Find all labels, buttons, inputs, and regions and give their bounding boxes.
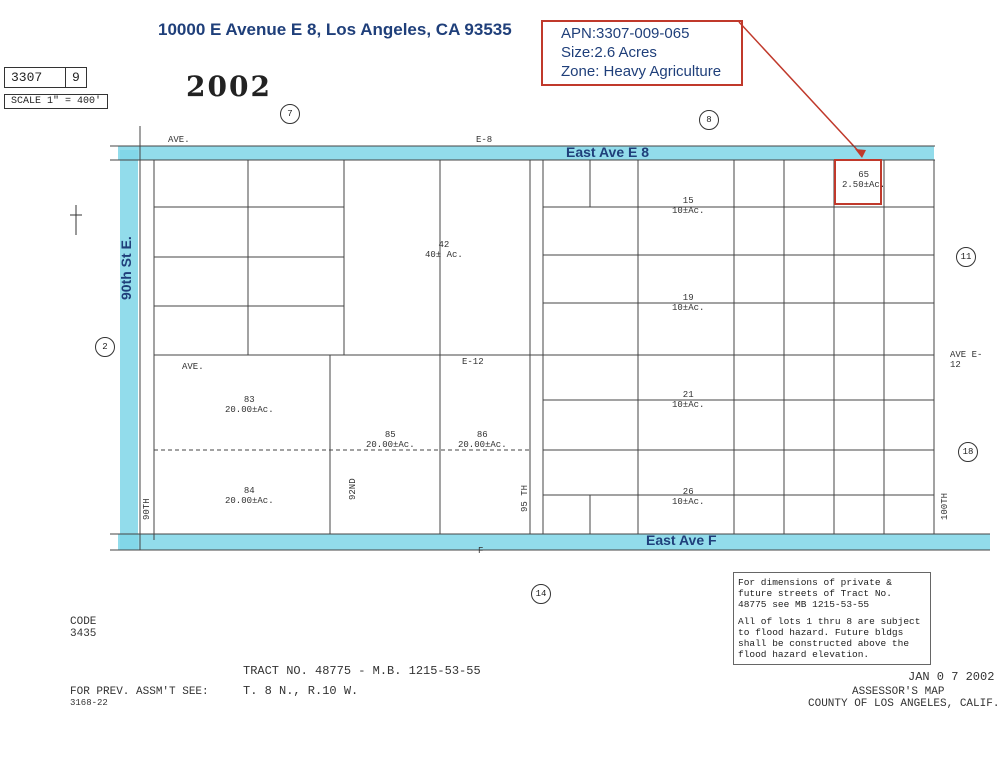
county-label: COUNTY OF LOS ANGELES, CALIF. [808, 698, 1000, 710]
circle-number: 2 [95, 337, 115, 357]
code-value: 3435 [70, 628, 97, 640]
assessor-label: ASSESSOR'S MAP [852, 686, 945, 698]
north-arrow [70, 205, 82, 235]
parcel-84: 84 20.00±Ac. [225, 486, 274, 506]
scale-label: SCALE 1" = 400' [4, 94, 108, 109]
map-year: 2002 [186, 70, 272, 103]
parcel-86: 86 20.00±Ac. [458, 430, 507, 450]
code-label: CODE [70, 616, 97, 628]
label-100th: 100TH [940, 492, 950, 520]
pointer-line [739, 22, 862, 155]
label-f: F [478, 546, 484, 556]
highlight-ave-e8 [118, 146, 934, 160]
page-number: 9 [72, 70, 80, 85]
road-label-ave-f: East Ave F [646, 532, 717, 548]
label-ave-e12: AVE E-12 [950, 350, 983, 370]
highlight-ave-f [118, 534, 990, 550]
label-92nd: 92ND [348, 478, 358, 500]
circle-number: 14 [531, 584, 551, 604]
apn-label: APN:3307-009-065 [561, 25, 690, 42]
notes-box [733, 572, 931, 665]
parcel-65: 65 2.50±Ac. [842, 170, 886, 190]
parcel-15: 15 10±Ac. [672, 196, 705, 216]
parcel-85: 85 20.00±Ac. [366, 430, 415, 450]
circle-number: 18 [958, 442, 978, 462]
road-label-90th: 90th St E. [118, 236, 134, 300]
prev-ref: 3168-22 [70, 698, 108, 708]
label-95th: 95 TH [520, 484, 530, 512]
label-ave-2: AVE. [182, 362, 204, 372]
note-flood: All of lots 1 thru 8 are subject to flood hazard. Future bldgs shall be constructed above the flood hazard elevation. [738, 616, 921, 660]
size-label: Size:2.6 Acres [561, 44, 657, 61]
parcel-26: 26 10±Ac. [672, 487, 705, 507]
tract-label: TRACT NO. 48775 - M.B. 1215-53-55 [243, 664, 481, 678]
parcel-83: 83 20.00±Ac. [225, 395, 274, 415]
township-label: T. 8 N., R.10 W. [243, 684, 359, 698]
parcel-19: 19 10±Ac. [672, 293, 705, 313]
label-e12: E-12 [462, 357, 484, 367]
property-address: 10000 E Avenue E 8, Los Angeles, CA 93535 [158, 20, 512, 39]
note-dimensions: For dimensions of private & future streets of Tract No. 48775 see MB 1215-53-55 [738, 577, 892, 610]
zone-label: Zone: Heavy Agriculture [561, 63, 722, 80]
circle-number: 11 [956, 247, 976, 267]
prev-label: FOR PREV. ASSM'T SEE: [70, 686, 209, 698]
map-date: JAN 0 7 2002 [908, 670, 995, 684]
road-label-ave-e8: East Ave E 8 [566, 144, 650, 160]
book-number: 3307 [5, 68, 66, 87]
circle-number: 8 [699, 110, 719, 130]
parcel-42: 42 40± Ac. [425, 240, 463, 260]
parcel-21: 21 10±Ac. [672, 390, 705, 410]
label-90th: 90TH [142, 498, 152, 520]
circle-number: 7 [280, 104, 300, 124]
label-e8: E-8 [476, 135, 493, 145]
label-ave: AVE. [168, 135, 190, 145]
